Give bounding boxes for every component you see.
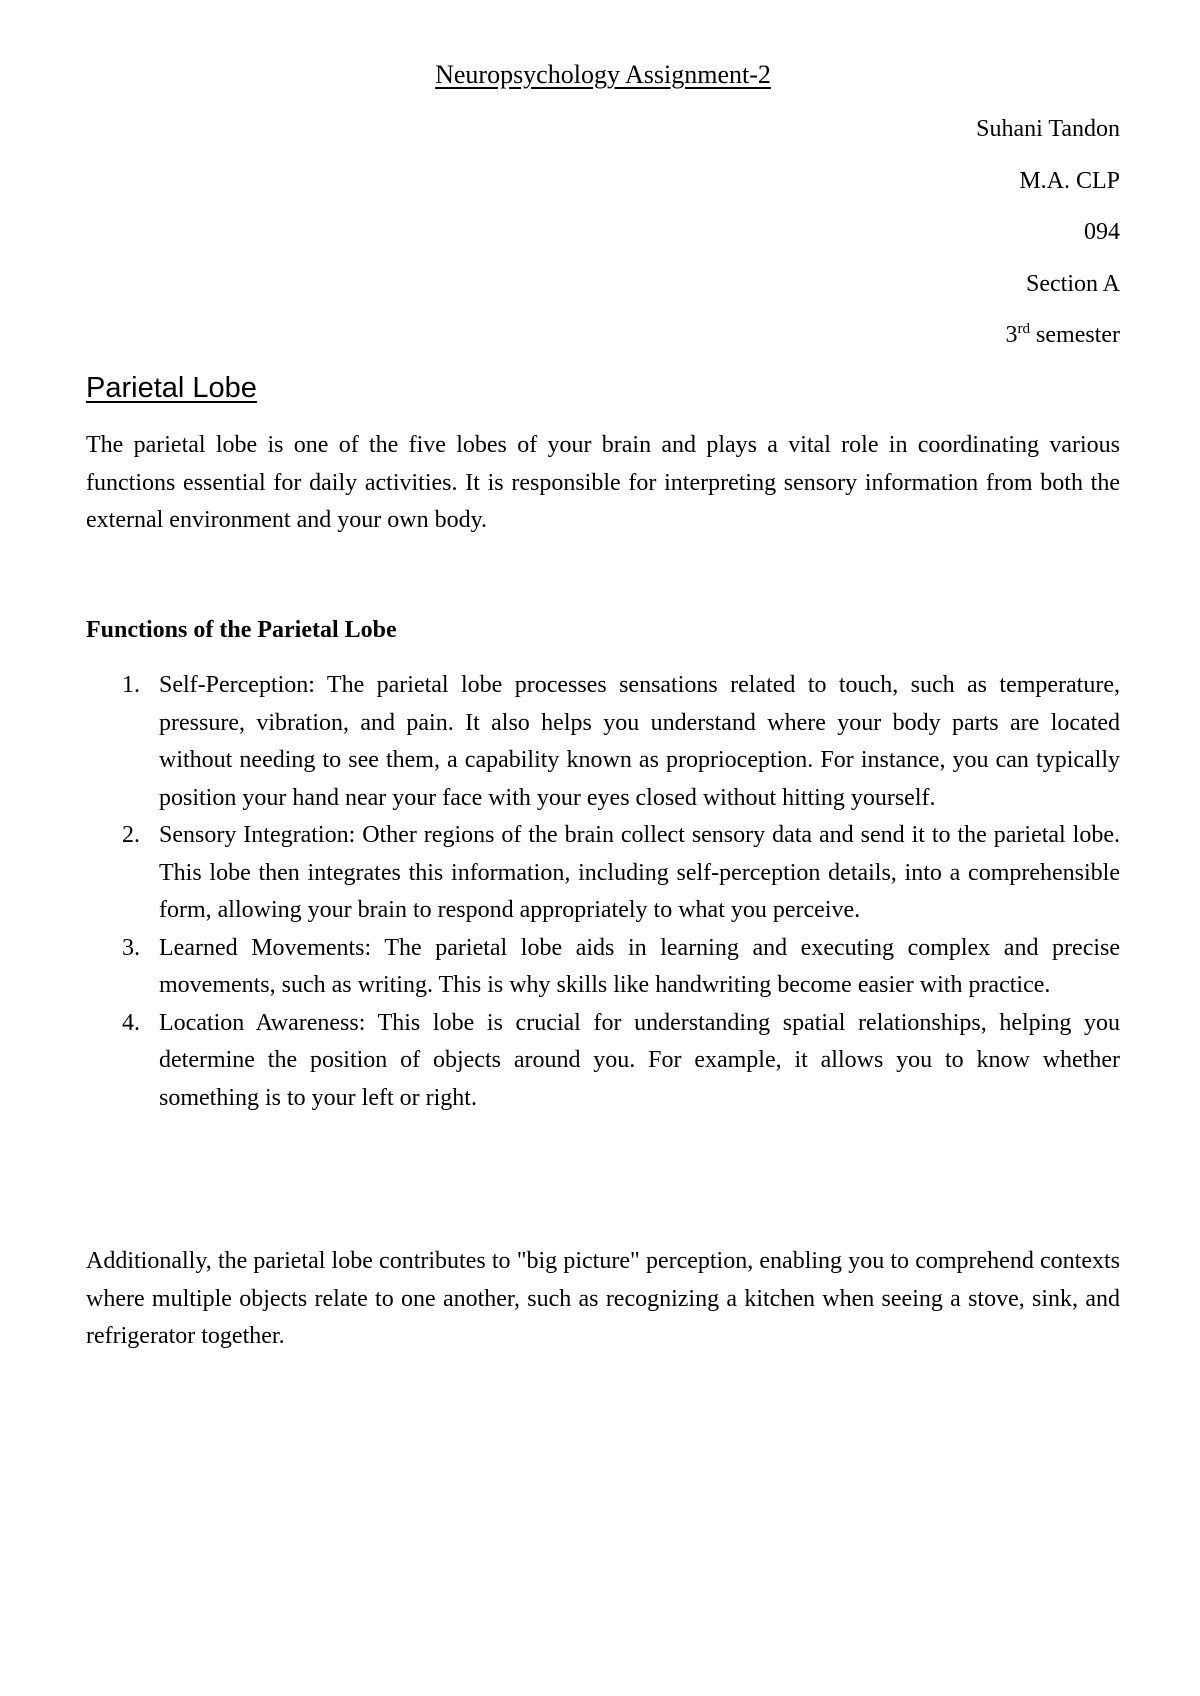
semester-suffix: rd [1017, 321, 1031, 337]
author-semester [976, 320, 1120, 372]
function-text: Sensory Integration: Other regions of the brain collect sensory data and send it to the parietal lobe. This lobe then integrates this information, including self-perception details, into a comprehensible form, allowing your brain to respond appropriately to what you perceive. [159, 822, 1120, 923]
section-heading: Parietal Lobe [86, 372, 257, 404]
function-item-self-perception [86, 667, 1120, 817]
closing-paragraph: Additionally, the parietal lobe contributes to "big picture" perception, enabling you to comprehend contexts where multiple objects relate to one another, such as recognizing a kitchen when seeing a stove, sink, and refrigerator together. [86, 1248, 1120, 1349]
semester-label: semester [1030, 322, 1120, 348]
function-text: Learned Movements: The parietal lobe aids in learning and executing complex and precise movements, such as writing. This is why skills like handwriting become easier with practice. [159, 934, 1120, 998]
functions-list [86, 667, 1120, 1117]
function-number: 1. [122, 672, 140, 698]
author-roll-number: 094 [1084, 219, 1120, 245]
function-number: 4. [122, 1009, 140, 1036]
function-item-sensory-integration [86, 817, 1120, 930]
semester-number: 3 [1005, 322, 1018, 348]
function-item-location-awareness [86, 1005, 1120, 1118]
author-section: Section A [1026, 270, 1120, 297]
function-text: Self-Perception: The parietal lobe processes sensations related to touch, such as temperature, pressure, vibration, and pain. It also helps you understand where your body parts are located without needing to see them, a capability known as proprioception. For instance, you can typically position your hand near your face with your eyes closed without hitting yourself. [159, 672, 1120, 811]
intro-paragraph: The parietal lobe is one of the five lobes of your brain and plays a vital role in coordinating various functions essential for daily activities. It is responsible for interpreting sensory information from both the external environment and your own body. [86, 432, 1120, 533]
function-number: 3. [122, 934, 140, 961]
document-title: Neuropsychology Assignment-2 [435, 60, 771, 89]
function-number: 2. [122, 822, 140, 848]
author-program: M.A. CLP [1019, 167, 1120, 194]
function-item-learned-movements [86, 930, 1120, 1005]
functions-heading: Functions of the Parietal Lobe [86, 617, 397, 643]
author-name: Suhani Tandon [976, 116, 1120, 142]
function-text: Location Awareness: This lobe is crucial for understanding spatial relationships, helping you determine the position of objects around you. For example, it allows you to know whether something is to your left or right. [159, 1009, 1120, 1111]
author-info-block [976, 114, 1120, 372]
